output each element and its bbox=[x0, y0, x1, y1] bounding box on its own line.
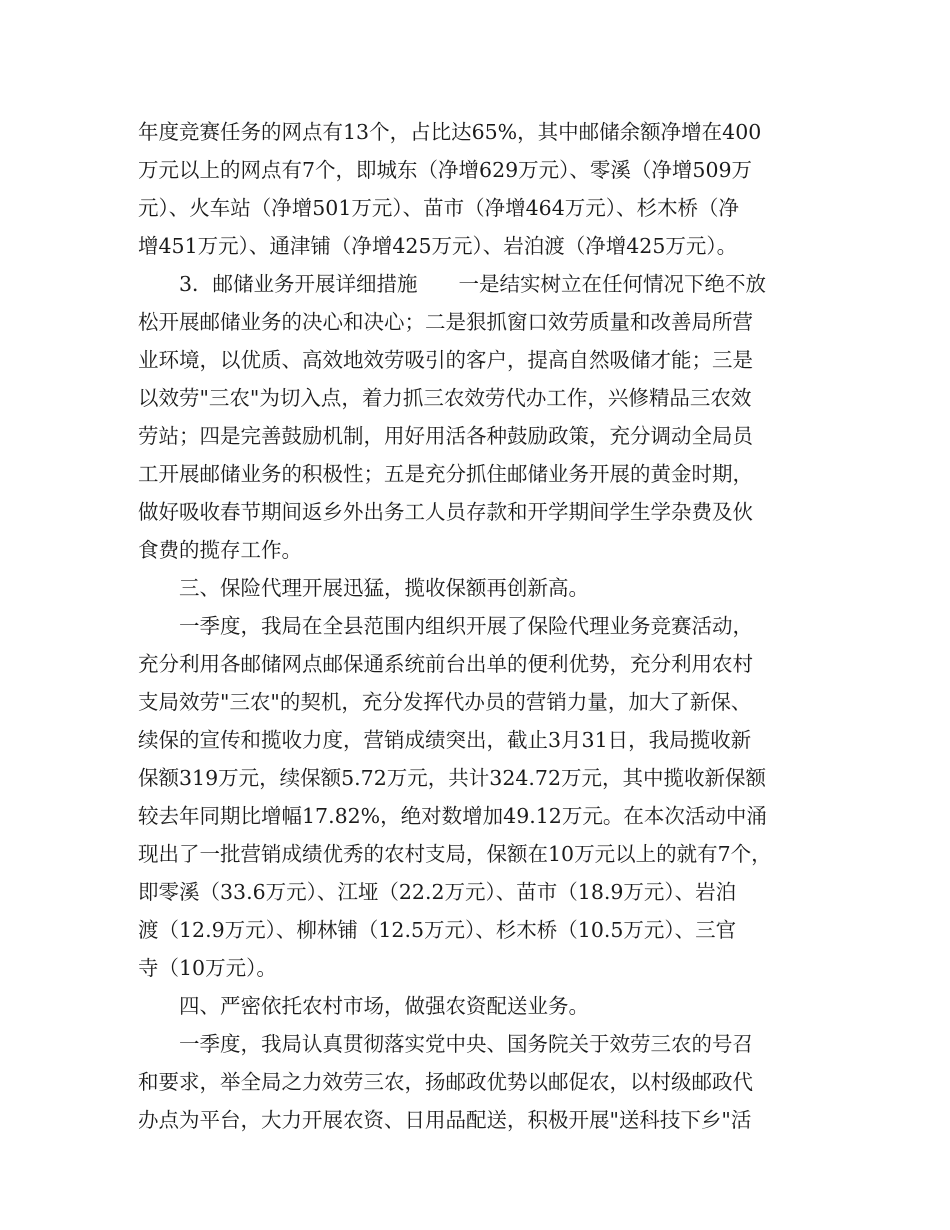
text-line: 年度竞赛任务的网点有13个，占比达65%，其中邮储余额净增在400 bbox=[138, 120, 762, 144]
text-line: 增451万元）、通津铺（净增425万元）、岩泊渡（净增425万元）。 bbox=[138, 234, 738, 258]
text-line: 支局效劳"三农"的契机，充分发挥代办员的营销力量，加大了新保、 bbox=[138, 690, 752, 714]
text-line: 较去年同期比增幅17.82%，绝对数增加49.12万元。在本次活动中涌 bbox=[138, 804, 767, 828]
text-line: 保额319万元，续保额5.72万元，共计324.72万元，其中揽收新保额 bbox=[138, 766, 767, 790]
text-line: 办点为平台，大力开展农资、日用品配送，积极开展"送科技下乡"活 bbox=[138, 1108, 752, 1132]
text-line: 万元以上的网点有7个，即城东（净增629万元）、零溪（净增509万 bbox=[138, 158, 753, 182]
section-heading: 四、严密依托农村市场，做强农资配送业务。 bbox=[179, 994, 589, 1018]
section-heading: 三、保险代理开展迅猛，揽收保额再创新高。 bbox=[179, 576, 589, 600]
text-line: 和要求，举全局之力效劳三农，扬邮政优势以邮促农，以村级邮政代 bbox=[138, 1070, 753, 1094]
paragraph-first-line: 一季度，我局认真贯彻落实党中央、国务院关于效劳三农的号召 bbox=[179, 1032, 753, 1056]
text-line: 工开展邮储业务的积极性；五是充分抓住邮储业务开展的黄金时期， bbox=[138, 462, 753, 486]
text-line: 寺（10万元）。 bbox=[138, 956, 277, 980]
text-line: 做好吸收春节期间返乡外出务工人员存款和开学期间学生学杂费及伙 bbox=[138, 500, 753, 524]
document-body bbox=[138, 113, 818, 1139]
text-line: 元）、火车站（净增501万元）、苗市（净增464万元）、杉木桥（净 bbox=[138, 196, 740, 220]
text-line: 食费的揽存工作。 bbox=[138, 538, 302, 562]
paragraph-first-line: 3．邮储业务开展详细措施 一是结实树立在任何情况下绝不放 bbox=[179, 272, 767, 296]
text-line: 劳站；四是完善鼓励机制，用好用活各种鼓励政策，充分调动全局员 bbox=[138, 424, 753, 448]
text-line: 业环境，以优质、高效地效劳吸引的客户，提高自然吸储才能；三是 bbox=[138, 348, 753, 372]
text-line: 即零溪（33.6万元）、江垭（22.2万元）、苗市（18.9万元）、岩泊 bbox=[138, 880, 737, 904]
text-line: 现出了一批营销成绩优秀的农村支局，保额在10万元以上的就有7个， bbox=[138, 842, 772, 866]
text-line: 渡（12.9万元）、柳林铺（12.5万元）、杉木桥（10.5万元）、三官 bbox=[138, 918, 737, 942]
text-line: 续保的宣传和揽收力度，营销成绩突出，截止3月31日，我局揽收新 bbox=[138, 728, 752, 752]
paragraph-first-line: 一季度，我局在全县范围内组织开展了保险代理业务竞赛活动， bbox=[179, 614, 753, 638]
text-line: 松开展邮储业务的决心和决心；二是狠抓窗口效劳质量和改善局所营 bbox=[138, 310, 753, 334]
text-line: 以效劳"三农"为切入点，着力抓三农效劳代办工作，兴修精品三农效 bbox=[138, 386, 752, 410]
text-line: 充分利用各邮储网点邮保通系统前台出单的便利优势，充分利用农村 bbox=[138, 652, 753, 676]
